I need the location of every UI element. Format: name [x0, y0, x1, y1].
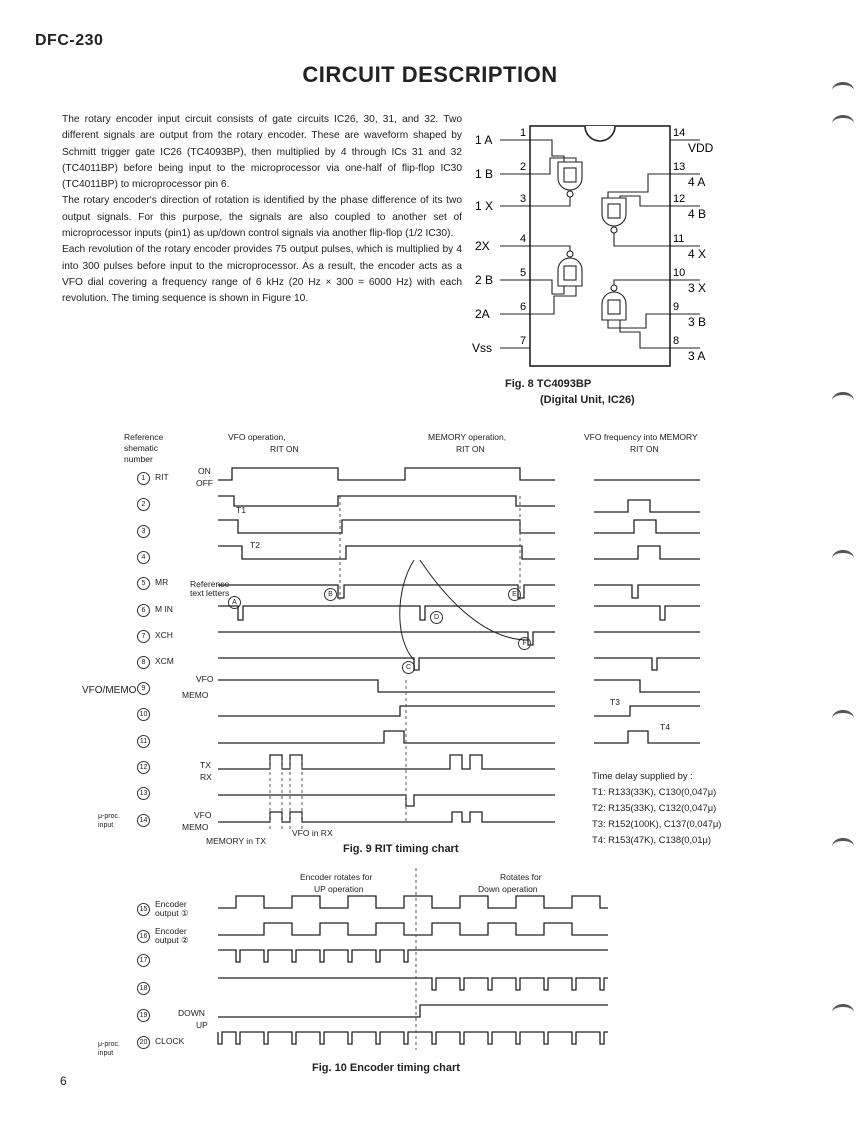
pin-label-4x: 4 X [688, 247, 707, 261]
fig9-row-14: 14 [137, 814, 155, 827]
down-header-1: Rotates for [500, 872, 542, 882]
tx-label: TX [200, 760, 211, 770]
wave-10 [218, 706, 555, 716]
letter-b: B [324, 583, 337, 601]
delay-t3: T3: R152(100K), C137(0,047μ) [592, 818, 722, 829]
delay-t4: T4: R153(47K), C138(0,01μ) [592, 834, 712, 845]
paragraph-1: The rotary encoder input circuit consists of gate circuits IC26, 30, 31, and 32. Two different signals are output from the rotary encoder. These are waveform shaped by Schmitt trigger gate IC26 (TC4093BP), then multiplied by 4 through ICs 31 and 32 (TC4011BP) before being input to the microprocessor via one-half of flip-flop IC30 (TC4011BP) to microprocessor pin 6. [62, 114, 462, 191]
t3-label: T3 [610, 697, 620, 707]
t4-label: T4 [660, 722, 670, 732]
pin-label-vdd: VDD [688, 141, 714, 155]
wave-14 [218, 812, 555, 822]
letter-d: D [430, 606, 443, 624]
uproc-input-label: μ-proc. input [98, 813, 120, 829]
fig9-row-4: 4 [137, 551, 155, 564]
up-label: UP [196, 1020, 208, 1030]
fig10-caption: Fig. 10 Encoder timing chart [312, 1062, 460, 1074]
wave-4-r [594, 546, 700, 559]
wave-9-r [594, 680, 700, 692]
letter-a: A [228, 591, 241, 609]
paragraph-3: Each revolution of the rotary encoder provides 75 output pulses, which is multiplied by 4 into 300 pulses before input to the microprocessor. As a result, the encoder acts as a VFO dial covering a frequency range of 6 kHz (20 Hz × 300 = 6000 Hz) with each revolution. The timing sequence is shown in Figure 10. [62, 244, 462, 305]
pin-label-4a: 4 A [688, 175, 706, 189]
pin-label-1b: 1 B [475, 167, 494, 181]
reference-text-letters: Reference text letters [190, 579, 230, 598]
down-header-2: Down operation [478, 884, 538, 894]
pin-label-1x: 1 X [475, 199, 494, 213]
uproc-input-label-20: μ-proc. input [98, 1041, 120, 1057]
vfo-rit-on: RIT ON [270, 444, 299, 454]
fig10-row-15: 15Encoder output ① [137, 900, 195, 918]
binding-mark-4 [832, 550, 854, 567]
pin-label-4b: 4 B [688, 207, 707, 221]
connector-curve-2 [420, 560, 528, 640]
fig9-row-7: 7 XCH [137, 630, 173, 643]
binding-mark-3 [832, 392, 854, 409]
mem-op-header: MEMORY operation, [428, 432, 507, 442]
binding-mark-7 [832, 1004, 854, 1021]
wave-11-r [594, 731, 700, 743]
wave-12 [218, 755, 555, 769]
wave-3 [218, 520, 555, 533]
up-header-1: Encoder rotates for [300, 872, 373, 882]
pin-num-13: 13 [673, 161, 686, 173]
fig9-row-5: 5 MR [137, 577, 168, 590]
pin-label-vss: Vss [472, 341, 493, 355]
pin-num-11: 11 [673, 233, 685, 245]
on-label: ON [198, 466, 211, 476]
pin-num-7: 7 [520, 335, 527, 347]
memory-in-tx: MEMORY in TX [206, 836, 266, 846]
pin-label-3x: 3 X [688, 281, 707, 295]
memo-label-14: MEMO [182, 822, 209, 832]
document-header: DFC-230 [35, 32, 104, 49]
vfo-label: VFO [196, 674, 214, 684]
wave-13 [218, 795, 555, 806]
letter-e: E [508, 583, 521, 601]
pin-label-3a: 3 A [688, 349, 706, 363]
wave-7 [218, 632, 555, 645]
fig9-row-2: 2 [137, 498, 155, 511]
fig9-row-9: 9 [137, 682, 155, 695]
wave-20 [218, 1032, 608, 1044]
binding-mark-6 [832, 838, 854, 855]
pin-num-4: 4 [520, 233, 527, 245]
fig10-row-19: 19 [137, 1009, 195, 1022]
wave-5-r [594, 585, 700, 598]
wave-9 [218, 680, 555, 692]
pin-num-3: 3 [520, 193, 527, 205]
pin-label-3b: 3 B [688, 315, 707, 329]
pin-label-1a: 1 A [475, 133, 493, 147]
page-title: CIRCUIT DESCRIPTION [302, 62, 558, 87]
mem-rit-on: RIT ON [456, 444, 485, 454]
fig9-row-13: 13 [137, 787, 155, 800]
wave-6-r [594, 606, 700, 620]
fig8-caption: Fig. 8 TC4093BP [505, 378, 592, 390]
vfo-label-14: VFO [194, 810, 212, 820]
wave-6 [218, 606, 555, 620]
fig9-row-1: 1 RIT [137, 472, 169, 485]
fig9-row-11: 11 [137, 735, 155, 748]
paragraph-2: The rotary encoder's direction of rotation is identified by the phase difference of its two output signals. For this purpose, the signals are also coupled to another set of microprocessor inputs (pin1) as up/down control signals via another flip-flop (1/2 IC30). [62, 195, 462, 240]
off-label: OFF [196, 478, 213, 488]
delay-title: Time delay supplied by : [592, 770, 693, 781]
pin-num-12: 12 [673, 193, 686, 205]
fig9-row-8: 8 XCM [137, 656, 174, 669]
wave-2-r [594, 500, 700, 512]
vfo-op-header: VFO operation, [228, 432, 286, 442]
wave-19 [218, 1005, 608, 1017]
fig10-row-16: 16Encoder output ② [137, 927, 195, 945]
vfo-in-rx: VFO in RX [292, 828, 333, 838]
page-number: 6 [60, 1074, 67, 1088]
wave-8-r [594, 658, 700, 670]
fig10-row-20: 20 CLOCK [137, 1036, 195, 1049]
pin-num-14: 14 [673, 127, 686, 139]
fig9-row-10: 10 [137, 708, 155, 721]
pin-num-6: 6 [520, 301, 527, 313]
wave-18 [218, 978, 608, 990]
memo-label: MEMO [182, 690, 209, 700]
binding-mark-5 [832, 710, 854, 727]
wave-16 [218, 923, 608, 935]
time-delay-notes [592, 768, 721, 848]
vfomem-rit-on: RIT ON [630, 444, 659, 454]
wave-2 [218, 496, 555, 506]
fig9-row-3: 3 [137, 525, 155, 538]
wave-4 [218, 546, 555, 559]
wave-8 [218, 658, 555, 670]
letter-c: C [402, 656, 415, 674]
pin-label-2b: 2 B [475, 273, 494, 287]
pin-label-2a: 2A [475, 307, 490, 321]
vfomem-header: VFO frequency into MEMORY [584, 432, 698, 442]
wave-rit [218, 468, 555, 480]
binding-mark-1 [832, 82, 854, 99]
wave-10-r [594, 706, 700, 716]
pin-label-2x: 2X [475, 239, 490, 253]
fig9-caption: Fig. 9 RIT timing chart [343, 843, 459, 855]
down-label: DOWN [178, 1008, 205, 1018]
fig8-caption-sub: (Digital Unit, IC26) [540, 394, 635, 406]
wave-15 [218, 896, 608, 908]
wave-3-r [594, 520, 700, 533]
fig10-row-17: 17 [137, 954, 195, 967]
up-header-2: UP operation [314, 884, 364, 894]
pin-num-10: 10 [673, 267, 686, 279]
letter-f: F [518, 632, 531, 650]
wave-11 [218, 731, 555, 743]
binding-mark-2 [832, 115, 854, 132]
t1-label: T1 [236, 505, 246, 515]
pin-num-5: 5 [520, 267, 527, 279]
delay-t1: T1: R133(33K), C130(0,047μ) [592, 786, 717, 797]
pin-num-9: 9 [673, 301, 680, 313]
connector-curve [400, 560, 414, 660]
pin-num-8: 8 [673, 335, 680, 347]
vfomemo-label: VFO/MEMO [82, 685, 137, 696]
t2-label: T2 [250, 540, 260, 550]
delay-t2: T2: R135(33K), C132(0,047μ) [592, 802, 717, 813]
wave-5 [218, 585, 555, 598]
pin-num-1: 1 [520, 127, 527, 139]
fig9-row-12: 12 [137, 761, 155, 774]
ref-schematic-label: Reference shematic number [124, 432, 164, 464]
wave-17 [218, 950, 608, 962]
fig10-row-18: 18 [137, 982, 195, 995]
rx-label: RX [200, 772, 212, 782]
pin-num-2: 2 [520, 161, 527, 173]
fig9-row-6: 6 M IN [137, 604, 173, 617]
